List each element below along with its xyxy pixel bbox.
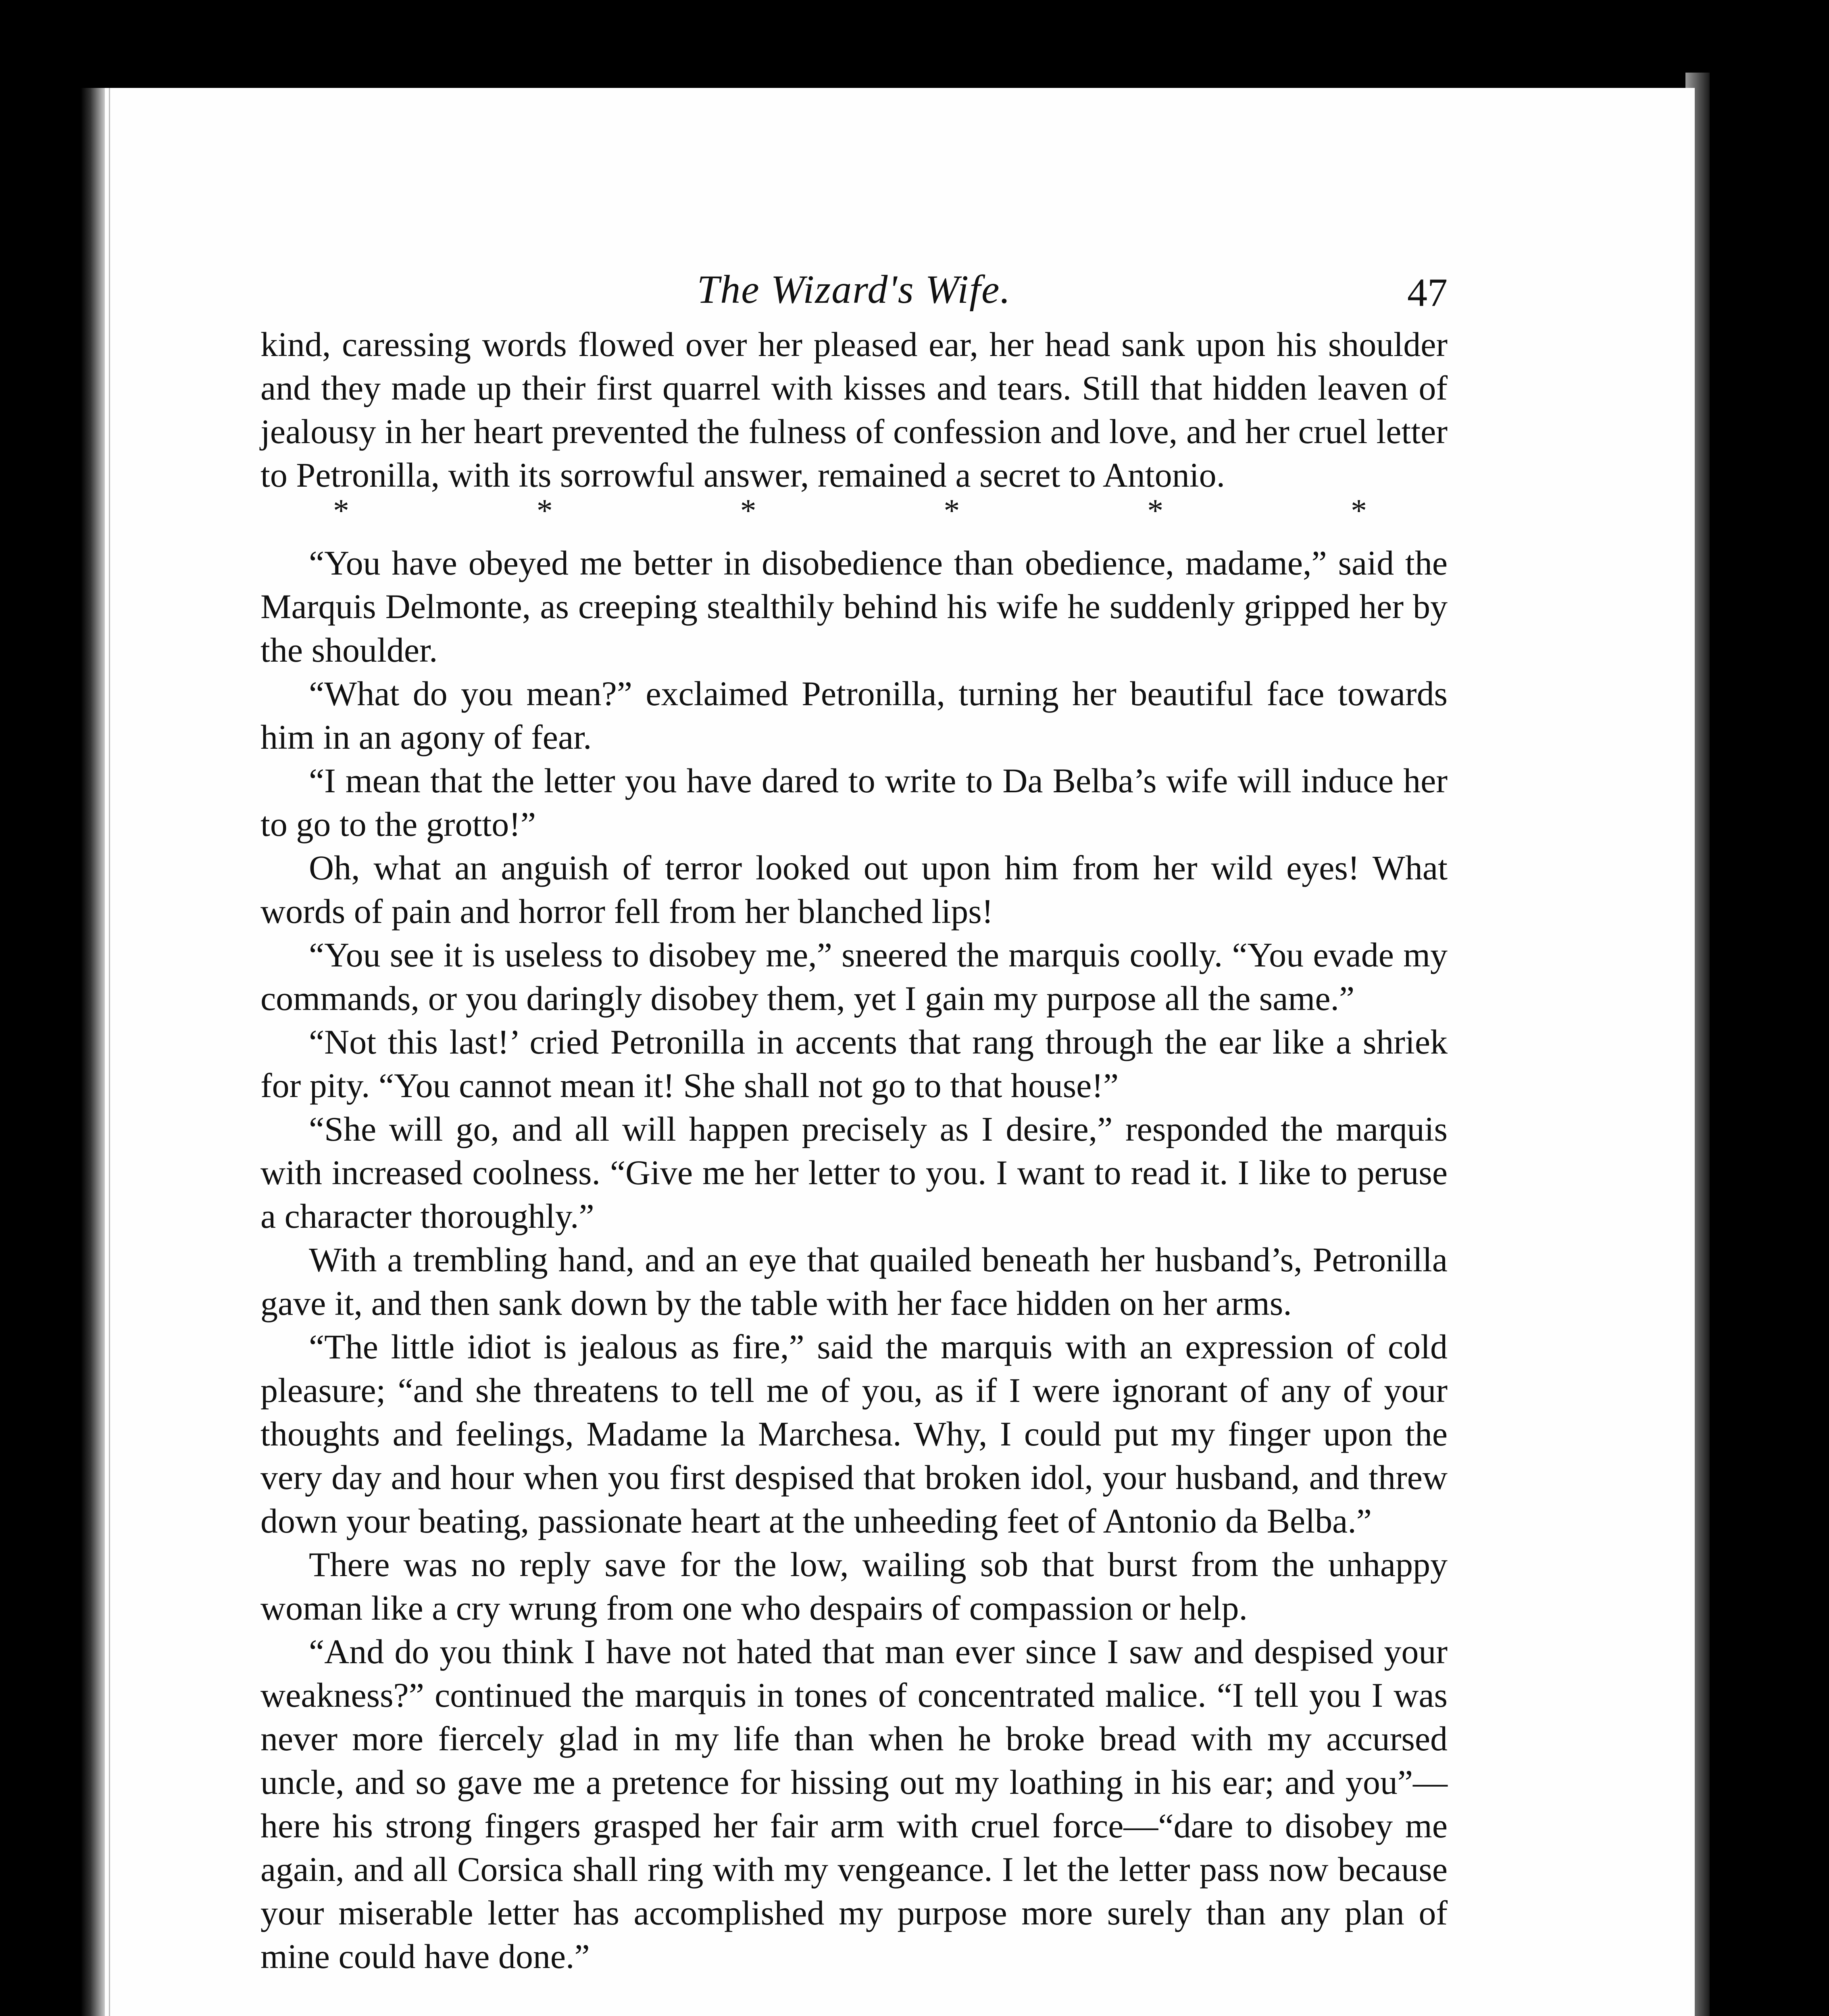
paragraph: “She will go, and all will happen precisely as I desire,” responded the marquis with increased coolness. “Give me her letter to you. I want to read it. I like to peruse a character thoroughly.”	[260, 1110, 1448, 1235]
section-break-asterisk: *	[536, 493, 553, 529]
running-head	[260, 250, 1448, 323]
book-spine-edge	[81, 88, 105, 2016]
body-text	[260, 323, 1448, 1978]
page-number: 47	[1407, 270, 1448, 315]
section-break-asterisk: *	[333, 493, 349, 529]
paragraph: There was no reply save for the low, wailing sob that burst from the unhappy woman like a cry wrung from one who despairs of compassion or help.	[260, 1545, 1448, 1627]
paragraph: Oh, what an anguish of terror looked out upon him from her wild eyes! What words of pain and horror fell from her blanched lips!	[260, 848, 1448, 931]
paragraph: “What do you mean?” exclaimed Petronilla, turning her beautiful face towards him in an agony of fear.	[260, 674, 1448, 756]
section-break-asterisk: *	[944, 493, 960, 529]
section-break-asterisk: *	[1147, 493, 1164, 529]
page-text-block	[260, 250, 1448, 1978]
paragraph: “You see it is useless to disobey me,” sneered the marquis coolly. “You evade my commands, or you daringly disobey them, yet I gain my purpose all the same.”	[260, 935, 1448, 1018]
paragraph: “The little idiot is jealous as fire,” said the marquis with an expression of cold pleasure; “and she threatens to tell me of you, as if I were ignorant of any of your thoughts and feelings, Madame la Marchesa. Why, I could put my finger upon the very day and hour when you first despised that broken idol, your husband, and threw down your beating, passionate heart at the unheeding feet of Antonio da Belba.”	[260, 1327, 1448, 1540]
paragraph: With a trembling hand, and an eye that quailed beneath her husband’s, Petronilla gave it, and then sank down by the table with her face hidden on her arms.	[260, 1240, 1448, 1322]
paragraph: “I mean that the letter you have dared to write to Da Belba’s wife will induce her to go to the grotto!”	[260, 761, 1448, 843]
section-break-asterisk: *	[740, 493, 756, 529]
page-fold-line	[109, 88, 134, 2016]
running-title: The Wizard's Wife.	[697, 267, 1011, 312]
paragraph: “And do you think I have not hated that man ever since I saw and despised your weakness?” continued the marquis in tones of concentrated malice. “I tell you I was never more fiercely glad in my life than when he broke bread with my accursed uncle, and so gave me a pretence for hissing out my loathing in his ear; and you”—here his strong fingers grasped her fair arm with cruel force—“dare to disobey me again, and all Corsica shall ring with my vengeance. I let the letter pass now because your miserable letter has accomplished my purpose more surely than any plan of mine could have done.”	[260, 1632, 1448, 1976]
section-break-asterisk: *	[1350, 493, 1367, 529]
paragraph: “Not this last!’ cried Petronilla in accents that rang through the ear like a shriek for pity. “You cannot mean it! She shall not go to that house!”	[260, 1023, 1448, 1105]
section-break	[260, 493, 1448, 541]
paragraph: kind, caressing words flowed over her pleased ear, her head sank upon his shoulder and they made up their first quarrel with kisses and tears. Still that hidden leaven of jealousy in her heart prevented the fulness of confession and love, and her cruel letter to Petronilla, with its sorrowful answer, remained a secret to Antonio.	[260, 325, 1448, 494]
paragraph: “You have obeyed me better in disobedience than obedience, madame,” said the Marquis Delmonte, as creeping stealthily behind his wife he suddenly gripped her by the shoulder.	[260, 544, 1448, 669]
